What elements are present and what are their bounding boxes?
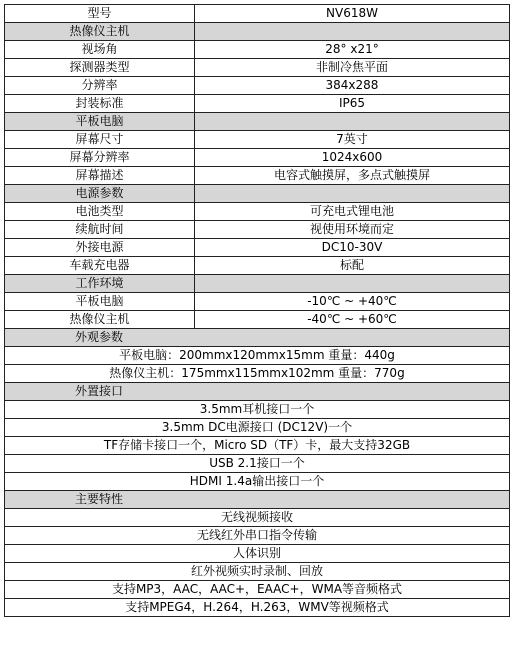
spec-row xyxy=(5,77,510,95)
spec-label: 电池类型 xyxy=(5,203,195,221)
spec-row xyxy=(5,437,510,455)
spec-full-value: 3.5mm耳机接口一个 xyxy=(5,401,510,419)
spec-row xyxy=(5,545,510,563)
spec-table-body xyxy=(5,5,510,617)
spec-value: DC10-30V xyxy=(195,239,510,257)
spec-label: 型号 xyxy=(5,5,195,23)
spec-value: 7英寸 xyxy=(195,131,510,149)
section-header-row xyxy=(5,185,510,203)
spec-label: 视场角 xyxy=(5,41,195,59)
section-header-row xyxy=(5,329,510,347)
spec-value: 非制冷焦平面 xyxy=(195,59,510,77)
spec-row xyxy=(5,365,510,383)
spec-full-value: HDMI 1.4a输出接口一个 xyxy=(5,473,510,491)
section-title: 热像仪主机 xyxy=(5,23,195,41)
spec-value: 28° x21° xyxy=(195,41,510,59)
spec-value: 视使用环境而定 xyxy=(195,221,510,239)
spec-row xyxy=(5,221,510,239)
section-header-row xyxy=(5,275,510,293)
spec-full-value: 平板电脑：200mmx120mmx15mm 重量：440g xyxy=(5,347,510,365)
spec-row xyxy=(5,131,510,149)
spec-value: -10℃ ~ +40℃ xyxy=(195,293,510,311)
spec-row xyxy=(5,527,510,545)
spec-row xyxy=(5,563,510,581)
spec-row xyxy=(5,203,510,221)
section-title: 外观参数 xyxy=(5,329,510,347)
spec-table xyxy=(4,4,510,617)
spec-row xyxy=(5,167,510,185)
spec-full-value: 无线视频接收 xyxy=(5,509,510,527)
section-fill xyxy=(195,23,510,41)
spec-row xyxy=(5,599,510,617)
spec-full-value: 热像仪主机：175mmx115mmx102mm 重量：770g xyxy=(5,365,510,383)
spec-row xyxy=(5,5,510,23)
spec-row xyxy=(5,347,510,365)
spec-row xyxy=(5,581,510,599)
spec-full-value: 人体识别 xyxy=(5,545,510,563)
spec-row xyxy=(5,59,510,77)
section-header-row xyxy=(5,23,510,41)
section-title: 工作环境 xyxy=(5,275,195,293)
spec-row xyxy=(5,257,510,275)
spec-value: 384x288 xyxy=(195,77,510,95)
spec-value: IP65 xyxy=(195,95,510,113)
spec-row xyxy=(5,419,510,437)
section-header-row xyxy=(5,113,510,131)
section-title: 主要特性 xyxy=(5,491,510,509)
spec-row xyxy=(5,149,510,167)
spec-full-value: 支持MP3，AAC，AAC+，EAAC+，WMA等音频格式 xyxy=(5,581,510,599)
spec-value: 1024x600 xyxy=(195,149,510,167)
spec-label: 外接电源 xyxy=(5,239,195,257)
spec-row xyxy=(5,401,510,419)
spec-label: 屏幕描述 xyxy=(5,167,195,185)
section-title: 外置接口 xyxy=(5,383,510,401)
spec-label: 屏幕分辨率 xyxy=(5,149,195,167)
spec-full-value: 无线红外串口指令传输 xyxy=(5,527,510,545)
spec-full-value: 红外视频实时录制、回放 xyxy=(5,563,510,581)
spec-row xyxy=(5,473,510,491)
spec-value: -40℃ ~ +60℃ xyxy=(195,311,510,329)
section-title: 平板电脑 xyxy=(5,113,195,131)
spec-label: 屏幕尺寸 xyxy=(5,131,195,149)
spec-row xyxy=(5,509,510,527)
spec-label: 探测器类型 xyxy=(5,59,195,77)
spec-label: 续航时间 xyxy=(5,221,195,239)
spec-row xyxy=(5,311,510,329)
section-title: 电源参数 xyxy=(5,185,195,203)
section-fill xyxy=(195,275,510,293)
section-header-row xyxy=(5,491,510,509)
spec-value: 标配 xyxy=(195,257,510,275)
spec-row xyxy=(5,455,510,473)
spec-full-value: 3.5mm DC电源接口 (DC12V)一个 xyxy=(5,419,510,437)
spec-label: 分辨率 xyxy=(5,77,195,95)
section-fill xyxy=(195,113,510,131)
spec-full-value: 支持MPEG4，H.264，H.263，WMV等视频格式 xyxy=(5,599,510,617)
spec-label: 封装标准 xyxy=(5,95,195,113)
spec-row xyxy=(5,239,510,257)
spec-label: 平板电脑 xyxy=(5,293,195,311)
spec-full-value: USB 2.1接口一个 xyxy=(5,455,510,473)
spec-row xyxy=(5,293,510,311)
spec-row xyxy=(5,41,510,59)
section-fill xyxy=(195,185,510,203)
spec-value: 可充电式锂电池 xyxy=(195,203,510,221)
spec-full-value: TF存储卡接口一个，Micro SD（TF）卡，最大支持32GB xyxy=(5,437,510,455)
section-header-row xyxy=(5,383,510,401)
spec-label: 热像仪主机 xyxy=(5,311,195,329)
spec-value: 电容式触摸屏，多点式触摸屏 xyxy=(195,167,510,185)
spec-value: NV618W xyxy=(195,5,510,23)
spec-label: 车载充电器 xyxy=(5,257,195,275)
spec-row xyxy=(5,95,510,113)
